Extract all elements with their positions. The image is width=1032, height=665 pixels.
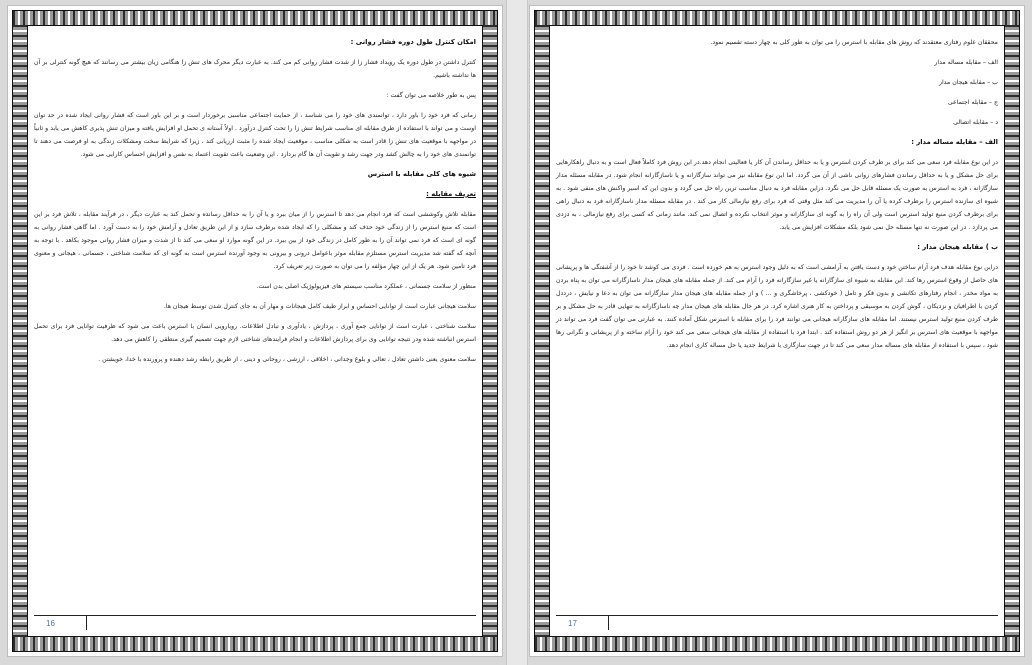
list-item: ج – مقابله اجتماعی [947,99,998,106]
paragraph: محققان علوم رفتاری معتقدند که روش های مقابله با استرس را می توان به طور کلی به چهار دسته تقسیم نمود. [710,39,998,46]
footer-tick [86,616,87,630]
page-body [556,36,998,606]
page-body [34,36,476,606]
section-heading: الف – مقابله مساله مدار : [911,138,998,146]
paragraph: کنترل داشتن در طول دوره یک رویداد فشار زا از شدت فشار روانی کم می کند. به عبارت دیگر محرک های تنش زا هنگامی زیان بیشتر می رسانند که هیچ گونه کنترلی بر آن ها نداشته باشیم. [34,59,476,79]
paragraph: سلامت شناختی ، عبارت است از توانایی جمع آوری ، پردازش ، یادآوری و تبادل اطلاعات. رویارویی انسان با استرس باعث می شود که ظرفیت توانایی فرد برای تحمل استرس انباشته شده ودر نتیجه توانایی وی برای پردازش اطلاعات و انجام فرایندهای شناختی لازم جهت تصمیم گیری منطقی را کاهش می دهد. [34,323,476,343]
document-page-left [8,6,502,656]
list-item: د – مقابله اتصالی [953,119,998,126]
section-heading: امکان کنترل طول دوره فشار روانی : [350,38,476,46]
paragraph: در این نوع مقابله فرد سعی می کند برای بر طرف کردن استرس و یا به حداقل رساندن آن کار یا فعالیتی انجام دهد.در این روش فرد کاملاً فعال است و به دنبال راهکارهایی برای حل مشکل و یا به حداقل رساندن فشارهای روانی ناشی از آن می گردد. اما این نوع مقابله نیز می تواند سازگارانه و یا ناسازگارانه انجام شود. در مقابله مسئله مدار سازگارانه ، فرد به استرس به صورت یک مسئله قابل حل می نگرد. دراین مقابله فرد به دنبال مناسب ترین راه حل می گردد و بدون این که اسیر واکنش های منفی شود . به شیوه ای سازنده استرس را برطرف کرده یا آن را مدیریت می کند مثل وقتی که فرد برای رفع نیازمالی کار می کند . در مقابله مسئله مدار ناسازگارانه فرد به دنبال راهی برای برطرف کردن منبع تولید استرس است ولی آن راه را به گونه ای سازگارانه و موثر انتخاب نکرده و اتصال نمی کند. مانند زمانی که کسی برای رفع نیازمالی ، به دزدی می پردازد . در این صورت نه تنها مسئله حل نمی شود بلکه مشکلات افزایش می یابد. [556,159,998,231]
paragraph: منظور از سلامت جسمانی ، عملکرد مناسب سیستم های فیزیولوژیک اصلی بدن است. [256,283,476,290]
paragraph: زمانی که فرد خود را باور دارد ، توانمندی های خود را می شناسد ، از حمایت اجتماعی مناسبی برخوردار است و بر این باور است که فشار روانی ایجاد شده در حد توان اوست و می تواند با استفاده از طرق مقابله ای مناسب شرایط تنش زا را تحت کنترل درآورد . اولاً آستانه ی تحمل او افزایش یافته و میزان تنش پذیری کاهش می یابد و ثانیاً در مواجهه با موقعیت های تنش زا قادر است به شکلی مناسب ، موقعیت ایجاد شده را مثبت ارزیابی کند ، زیرا که شرایط سخت ومشکلات زندگی به او فرصت می دهند تا توانمندی های خود را به چالش کشد ودر جهت رشد و تقویت آن ها گام بردارد . این وضعیت باعث تقویت اعتماد به نفس و افزایش احساس کارایی می شود. [34,112,476,158]
section-heading: شیوه های کلی مقابله با استرس [367,170,476,178]
paragraph: مقابله تلاش وکوششی است که فرد انجام می دهد تا استرس را از میان ببرد و یا آن را به حداقل رسانده و تحمل کند به عبارت دیگر ، در فرآیند مقابله ، تلاش فرد بر این است که منبع استرس را از زندگی خود حذف کند و مشکلی را که ایجاد شده برطرف سازد و از این طریق تعادل و آرامش خود را به دست آورد . اما گاهی فشار روانی به گونه ای است که فرد نمی تواند آن را به طور کامل در زندگی خود از بین ببرد. در این گونه موارد او سعی می کند تا از شدت و میزان فشار روانی موجود بکاهد . با توجه به آنچه که گفته شد مدیریت استرس مستلزم مقابله موثر باعوامل درونی و بیرونی به وجود آورنده استرس است به گونه ای که سلامت شناختی ، جسمانی ، هیجانی و معنوی فرد تامین شود. هر یک از این چهار مؤلفه را می توان به صورت زیر تعریف کرد. [34,211,476,270]
page-number: 17 [568,619,577,628]
footer-rule [34,615,476,616]
paragraph: پس به طور خلاصه می توان گفت : [386,92,476,99]
document-page-right [530,6,1024,656]
footer-rule [556,615,998,616]
list-item: ب – مقابله هیجان مدار [938,79,998,86]
section-heading: تعریف مقابله : [426,190,476,198]
paragraph: دراین نوع مقابله هدف فرد آرام ساختن خود و دست یافتن به آرامشی است که به دلیل وجود استرس به هم خورده است . فردی می کوشد تا خود را از آشفتگی ها و پریشانی های حاصل از وقوع استرس رها کند. این مقابله به شیوه ای سازگارانه یا غیر سازگارانه فرد را آرام می کند. از جمله مقابله های هیجان مدار ناسازگارانه می توان به پناه بردن به مواد مخدر ، انجام رفتارهای تکانشی و بدون فکر و تامل ( خودکشی ، پرخاشگری و ... ) و از جمله مقابله های هیجان مدار سازگارانه می توان به دعا و نیایش ، درددل کردن با اطرافیان و نزدیکان ، گوش کردن به موسیقی و پرداختن به کار هنری اشاره کرد. در هر حال مقابله های هیجان مدار چه ناسازگارانه به تنهایی قادر به حل مشکل و بر طرف کردن منبع تولید استرس نیستند. اما مقابله های سازگارانه هیجانی می توانند فرد را برای مقابله با استرس شکل آماده کنند. به عبارتی می توان گفت فرد می تواند در مواجهه با موقعیت های استرس بر انگیز از هر دو روش استفاده کند . ابتدا فرد با استفاده از مقابله های هیجانی سعی می کند خود را آرام ساخته و از پریشانی و نگرانی رها شود ، سپس با استفاده از مقابله های مساله مدار سعی می کند تا در جهت سازگاری با شرایط جدید یا حل مساله کاری انجام دهد. [556,264,998,349]
section-heading: ب ) مقابله هیجان مدار : [917,243,998,251]
page-number: 16 [46,619,55,628]
paragraph: سلامت هیجانی عبارت است از توانایی احساس و ابراز طیف کامل هیجانات و مهار آن به جای کنترل شدن توسط هیجان ها. [163,303,476,310]
footer-tick [608,616,609,630]
page-gap [506,0,528,665]
paragraph: سلامت معنوی یعنی داشتن تعادل ، تعالی و بلوغ وجدانی ، اخلاقی ، ارزشی ، روحانی و دینی ، از طریق رابطه رشد دهنده و پرورنده با خدا، خویشتن . [98,356,476,363]
list-item: الف – مقابله مساله مدار [934,59,998,66]
